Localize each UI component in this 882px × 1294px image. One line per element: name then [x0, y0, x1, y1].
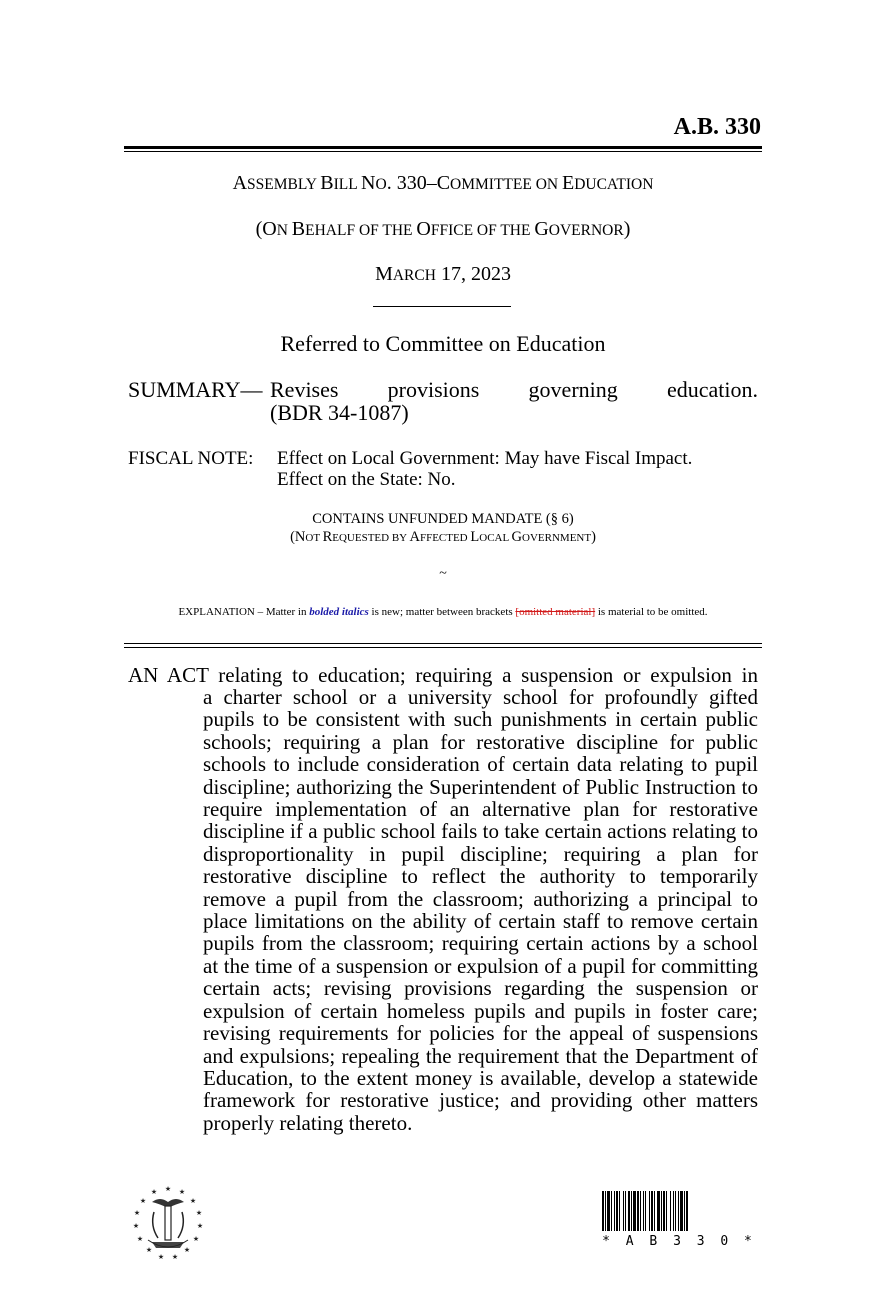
barcode-bar [637, 1191, 639, 1231]
referred-line: Referred to Committee on Education [280, 331, 606, 356]
omitted-sample: [omitted material] [515, 606, 596, 618]
barcode-bar [628, 1191, 630, 1231]
barcode-bar [657, 1191, 660, 1231]
on-behalf-line: (ON BEHALF OF THE OFFICE OF THE GOVERNOR) [255, 218, 631, 240]
svg-text:★: ★ [183, 1246, 191, 1254]
barcode-bar [666, 1191, 667, 1231]
svg-text:★: ★ [178, 1188, 186, 1196]
barcode-bar [602, 1191, 604, 1231]
header-rule-thin [124, 151, 762, 152]
barcode-bar [663, 1191, 665, 1231]
barcode-bar [623, 1191, 624, 1231]
explanation-rule-top [124, 643, 762, 644]
svg-text:★: ★ [192, 1235, 200, 1243]
summary-label: SUMMARY— [128, 377, 263, 402]
svg-text:★: ★ [150, 1188, 158, 1196]
explanation-rule-bottom [124, 647, 762, 648]
barcode-bar [678, 1191, 679, 1231]
svg-text:★: ★ [157, 1253, 165, 1261]
bill-date: MARCH 17, 2023 [375, 263, 511, 285]
summary-bdr: (BDR 34-1087) [270, 400, 409, 425]
barcode-bar [645, 1191, 646, 1231]
barcode-bar [605, 1191, 606, 1231]
barcode-bar [631, 1191, 632, 1231]
header-rule-thick [124, 146, 762, 149]
svg-text:★: ★ [196, 1222, 204, 1230]
barcode-bar [661, 1191, 662, 1231]
explanation-line: EXPLANATION – Matter in bolded italics is new; matter between brackets [omitted material] is material to be omitted. [178, 606, 708, 618]
svg-text:★: ★ [132, 1222, 140, 1230]
svg-text:★: ★ [195, 1209, 203, 1217]
barcode-bar [673, 1191, 674, 1231]
barcode-bar [670, 1191, 671, 1231]
barcode-bar [686, 1191, 688, 1231]
svg-text:★: ★ [164, 1185, 172, 1193]
barcode-bar [651, 1191, 653, 1231]
fiscal-note-local: Effect on Local Government: May have Fiscal Impact. [277, 448, 693, 469]
barcode-icon [600, 1191, 758, 1231]
barcode-bar [611, 1191, 612, 1231]
barcode-bar [640, 1191, 641, 1231]
barcode-bar [616, 1191, 618, 1231]
state-seal-icon [128, 1182, 208, 1262]
barcode-text: * A B 3 3 0 * [602, 1234, 756, 1249]
act-body: a charter school or a university school for profoundly gifted pupils to be consistent with such punishments in certain public schools; requiring a plan for restorative discipline for public schools to include consideration of certain data relating to pupil discipline; authorizing the Superintendent of Public Instruction to require implementation of an alternative plan for restorative discipline if a public school fails to take certain actions relating to disproportionality in pupil discipline; requiring a plan for restorative discipline to reflect the authority to temporarily remove a pupil from the classroom; authorizing a principal to place limitations on the ability of certain staff to remove certain pupils from the classroom; requiring certain actions by a school at the time of a suspension or expulsion of a pupil for committing certain acts; revising provisions regarding the suspension or expulsion of certain homeless pupils and pupils in foster care; revising requirements for policies for the appeal of suspensions and expulsions; repealing the requirement that the Department of Education, to the extent money is available, develop a statewide framework for restorative justice; and providing other matters properly relating thereto. [203, 685, 758, 1135]
svg-text:★: ★ [145, 1246, 153, 1254]
svg-text:★: ★ [189, 1197, 197, 1205]
fiscal-note-state: Effect on the State: No. [277, 469, 456, 490]
svg-text:★: ★ [171, 1253, 179, 1261]
bold-italic-sample: bolded italics [309, 606, 369, 618]
barcode-bar [675, 1191, 676, 1231]
svg-text:★: ★ [139, 1197, 147, 1205]
barcode-bar [643, 1191, 644, 1231]
barcode-bar [633, 1191, 636, 1231]
fiscal-note-label: FISCAL NOTE: [128, 448, 254, 469]
summary-text: Revises provisions governing education. [270, 377, 758, 402]
mandate-note: (NOT REQUESTED BY AFFECTED LOCAL GOVERNMENT) [290, 529, 596, 545]
barcode-bar [619, 1191, 620, 1231]
tilde-separator: ~ [439, 566, 447, 581]
bill-number: A.B. 330 [673, 114, 761, 140]
barcode-bar [649, 1191, 650, 1231]
barcode-bar [607, 1191, 610, 1231]
assembly-bill-title: ASSEMBLY BILL NO. 330–COMMITTEE ON EDUCATION [232, 172, 654, 194]
barcode-bar [680, 1191, 683, 1231]
barcode-bar [684, 1191, 685, 1231]
unfunded-mandate: CONTAINS UNFUNDED MANDATE (§ 6) [312, 511, 574, 527]
barcode-bar [614, 1191, 615, 1231]
barcode-bar [654, 1191, 655, 1231]
svg-text:★: ★ [133, 1209, 141, 1217]
title-divider [373, 306, 511, 307]
svg-text:★: ★ [136, 1235, 144, 1243]
act-first-line: AN ACT relating to education; requiring a suspension or expulsion in [128, 663, 758, 687]
barcode-bar [625, 1191, 626, 1231]
